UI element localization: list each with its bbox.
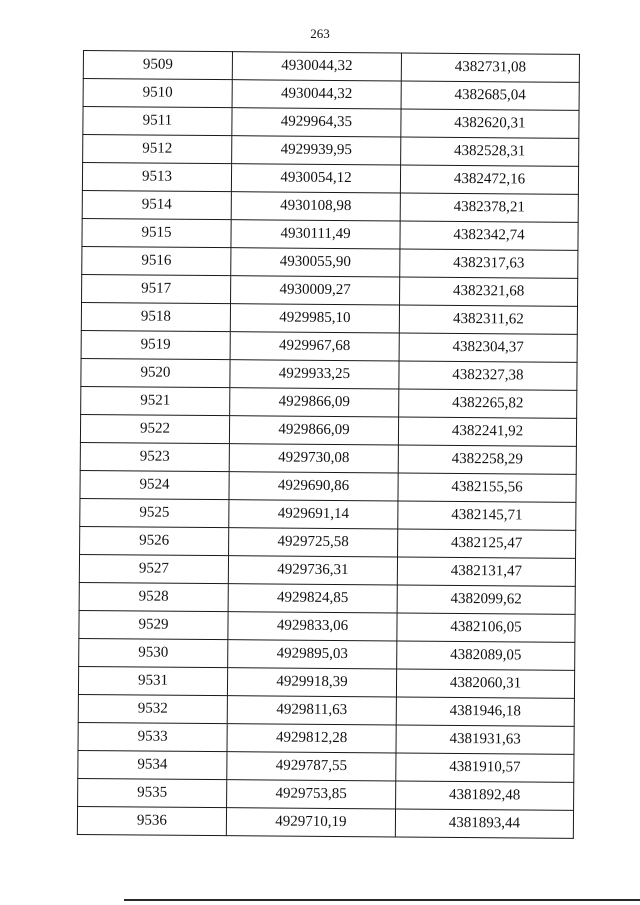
x-coordinate-cell: 4929985,10 [230,304,399,333]
table-row [78,778,574,810]
y-coordinate-cell: 4382304,37 [399,333,577,362]
table-row [78,722,574,754]
point-number-cell: 9535 [78,778,227,807]
y-coordinate-cell: 4382258,29 [398,445,576,474]
x-coordinate-cell: 4929725,58 [229,528,398,557]
point-number-cell: 9513 [82,163,231,192]
table-row [79,582,575,614]
x-coordinate-cell: 4930055,90 [231,248,400,277]
x-coordinate-cell: 4929933,25 [230,360,399,389]
x-coordinate-cell: 4929811,63 [227,696,396,725]
table-row [82,218,578,250]
x-coordinate-cell: 4929964,35 [232,108,401,137]
point-number-cell: 9526 [80,526,229,555]
point-number-cell: 9533 [78,722,227,751]
point-number-cell: 9528 [79,582,228,611]
y-coordinate-cell: 4381893,44 [395,809,573,838]
point-number-cell: 9531 [78,666,227,695]
y-coordinate-cell: 4382145,71 [398,501,576,530]
y-coordinate-cell: 4382528,31 [401,137,579,166]
table-row [81,330,577,362]
point-number-cell: 9524 [80,470,229,499]
table-row [83,51,579,83]
x-coordinate-cell: 4930044,32 [232,52,401,81]
table-row [79,638,575,670]
table-row [79,554,575,586]
point-number-cell: 9511 [83,107,232,136]
x-coordinate-cell: 4929753,85 [227,780,396,809]
table-row [78,694,574,726]
point-number-cell: 9517 [82,274,231,303]
y-coordinate-cell: 4382731,08 [401,53,579,82]
x-coordinate-cell: 4930108,98 [231,192,400,221]
point-number-cell: 9527 [79,554,228,583]
y-coordinate-cell: 4382685,04 [401,81,579,110]
point-number-cell: 9518 [81,302,230,331]
point-number-cell: 9534 [78,750,227,779]
y-coordinate-cell: 4381946,18 [396,697,574,726]
point-number-cell: 9512 [83,135,232,164]
y-coordinate-cell: 4382265,82 [399,389,577,418]
table-row [82,163,578,195]
x-coordinate-cell: 4930009,27 [231,276,400,305]
table-row [83,107,579,139]
table-row [77,806,573,838]
table-row [80,414,576,446]
y-coordinate-cell: 4382060,31 [396,669,574,698]
x-coordinate-cell: 4929710,19 [226,808,395,837]
y-coordinate-cell: 4382327,38 [399,361,577,390]
table-row [80,498,576,530]
table-row [80,442,576,474]
y-coordinate-cell: 4382317,63 [400,249,578,278]
point-number-cell: 9536 [77,806,226,835]
x-coordinate-cell: 4929690,86 [229,472,398,501]
table-row [79,610,575,642]
point-number-cell: 9516 [82,246,231,275]
y-coordinate-cell: 4382321,68 [400,277,578,306]
table-row [81,386,577,418]
x-coordinate-cell: 4929812,28 [227,724,396,753]
y-coordinate-cell: 4382311,62 [399,305,577,334]
table-body [77,51,579,839]
point-number-cell: 9515 [82,218,231,247]
y-coordinate-cell: 4382342,74 [400,221,578,250]
table-row [78,750,574,782]
table-row [80,526,576,558]
point-number-cell: 9530 [79,638,228,667]
point-number-cell: 9525 [80,498,229,527]
x-coordinate-cell: 4930111,49 [231,220,400,249]
x-coordinate-cell: 4929918,39 [227,668,396,697]
point-number-cell: 9519 [81,330,230,359]
table-row [83,79,579,111]
y-coordinate-cell: 4382131,47 [397,557,575,586]
x-coordinate-cell: 4929939,95 [232,136,401,165]
x-coordinate-cell: 4929736,31 [228,556,397,585]
x-coordinate-cell: 4929787,55 [227,752,396,781]
coordinates-table [77,50,580,839]
y-coordinate-cell: 4382155,56 [398,473,576,502]
table-row [81,302,577,334]
point-number-cell: 9522 [80,414,229,443]
y-coordinate-cell: 4382620,31 [401,109,579,138]
x-coordinate-cell: 4929824,85 [228,584,397,613]
point-number-cell: 9521 [81,386,230,415]
x-coordinate-cell: 4929833,06 [228,612,397,641]
table-row [82,246,578,278]
point-number-cell: 9529 [79,610,228,639]
table-row [81,358,577,390]
page-number: 263 [310,26,330,41]
y-coordinate-cell: 4382378,21 [400,193,578,222]
page-bottom-rule [124,899,640,901]
y-coordinate-cell: 4382089,05 [397,641,575,670]
x-coordinate-cell: 4930054,12 [231,164,400,193]
point-number-cell: 9510 [83,79,232,108]
point-number-cell: 9509 [83,51,232,80]
table-row [80,470,576,502]
y-coordinate-cell: 4382241,92 [398,417,576,446]
y-coordinate-cell: 4381892,48 [396,781,574,810]
point-number-cell: 9514 [82,190,231,219]
y-coordinate-cell: 4382106,05 [397,613,575,642]
table-row [82,190,578,222]
table-row [82,274,578,306]
y-coordinate-cell: 4382472,16 [400,165,578,194]
x-coordinate-cell: 4929866,09 [229,416,398,445]
x-coordinate-cell: 4930044,32 [232,80,401,109]
y-coordinate-cell: 4382099,62 [397,585,575,614]
point-number-cell: 9532 [78,694,227,723]
x-coordinate-cell: 4929730,08 [229,444,398,473]
y-coordinate-cell: 4381910,57 [396,753,574,782]
point-number-cell: 9523 [80,442,229,471]
y-coordinate-cell: 4382125,47 [398,529,576,558]
point-number-cell: 9520 [81,358,230,387]
x-coordinate-cell: 4929967,68 [230,332,399,361]
table-row [78,666,574,698]
x-coordinate-cell: 4929866,09 [230,388,399,417]
table-row [83,135,579,167]
x-coordinate-cell: 4929691,14 [229,500,398,529]
x-coordinate-cell: 4929895,03 [228,640,397,669]
y-coordinate-cell: 4381931,63 [396,725,574,754]
